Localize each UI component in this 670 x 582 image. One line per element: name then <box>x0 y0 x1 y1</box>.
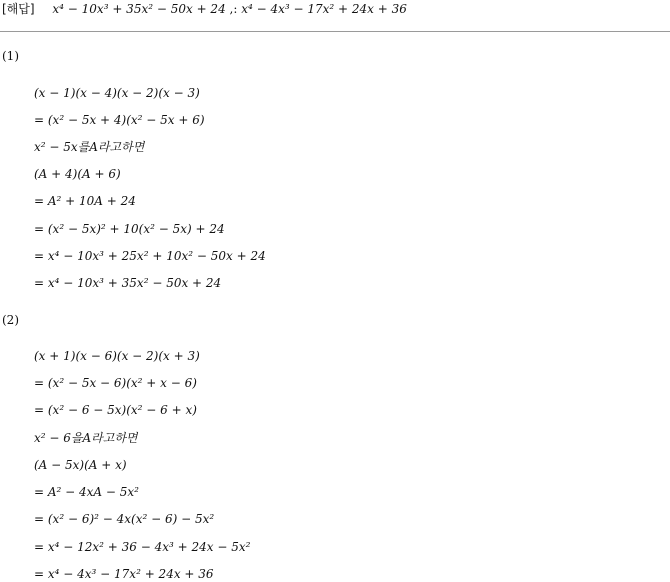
answer-tag: [해답] <box>2 2 35 16</box>
answer-expression-1: x⁴ − 10x³ + 35x² − 50x + 24 <box>52 2 226 16</box>
part-2-label: (2) <box>2 313 19 327</box>
part-2-line-2: = (x² − 5x − 6)(x² + x − 6) <box>34 376 197 390</box>
part-2-line-5: (A − 5x)(A + x) <box>34 458 127 472</box>
answer-header <box>2 0 670 20</box>
part-2-line-1: (x + 1)(x − 6)(x − 2)(x + 3) <box>34 349 200 363</box>
part-2-line-6: = A² − 4xA − 5x² <box>34 485 139 499</box>
part-1-line-4: (A + 4)(A + 6) <box>34 167 121 181</box>
header-divider <box>0 31 670 32</box>
part-2-line-4: x² − 6을A라고하면 <box>34 431 138 445</box>
part-2-line-9: = x⁴ − 4x³ − 17x² + 24x + 36 <box>34 567 214 581</box>
part-2-line-3: = (x² − 6 − 5x)(x² − 6 + x) <box>34 403 197 417</box>
part-1-line-8: = x⁴ − 10x³ + 35x² − 50x + 24 <box>34 276 222 290</box>
answer-separator: ,: <box>229 2 242 16</box>
part-1-line-3: x² − 5x를A라고하면 <box>34 140 145 154</box>
part-1-label: (1) <box>2 49 19 63</box>
part-1-line-6: = (x² − 5x)² + 10(x² − 5x) + 24 <box>34 222 225 236</box>
part-2-line-8: = x⁴ − 12x² + 36 − 4x³ + 24x − 5x² <box>34 540 251 554</box>
part-1-line-2: = (x² − 5x + 4)(x² − 5x + 6) <box>34 113 205 127</box>
part-1-line-5: = A² + 10A + 24 <box>34 194 136 208</box>
answer-expression-2: x⁴ − 4x³ − 17x² + 24x + 36 <box>241 2 407 16</box>
part-1-line-1: (x − 1)(x − 4)(x − 2)(x − 3) <box>34 86 200 100</box>
part-1-line-7: = x⁴ − 10x³ + 25x² + 10x² − 50x + 24 <box>34 249 266 263</box>
part-2-line-7: = (x² − 6)² − 4x(x² − 6) − 5x² <box>34 512 215 526</box>
